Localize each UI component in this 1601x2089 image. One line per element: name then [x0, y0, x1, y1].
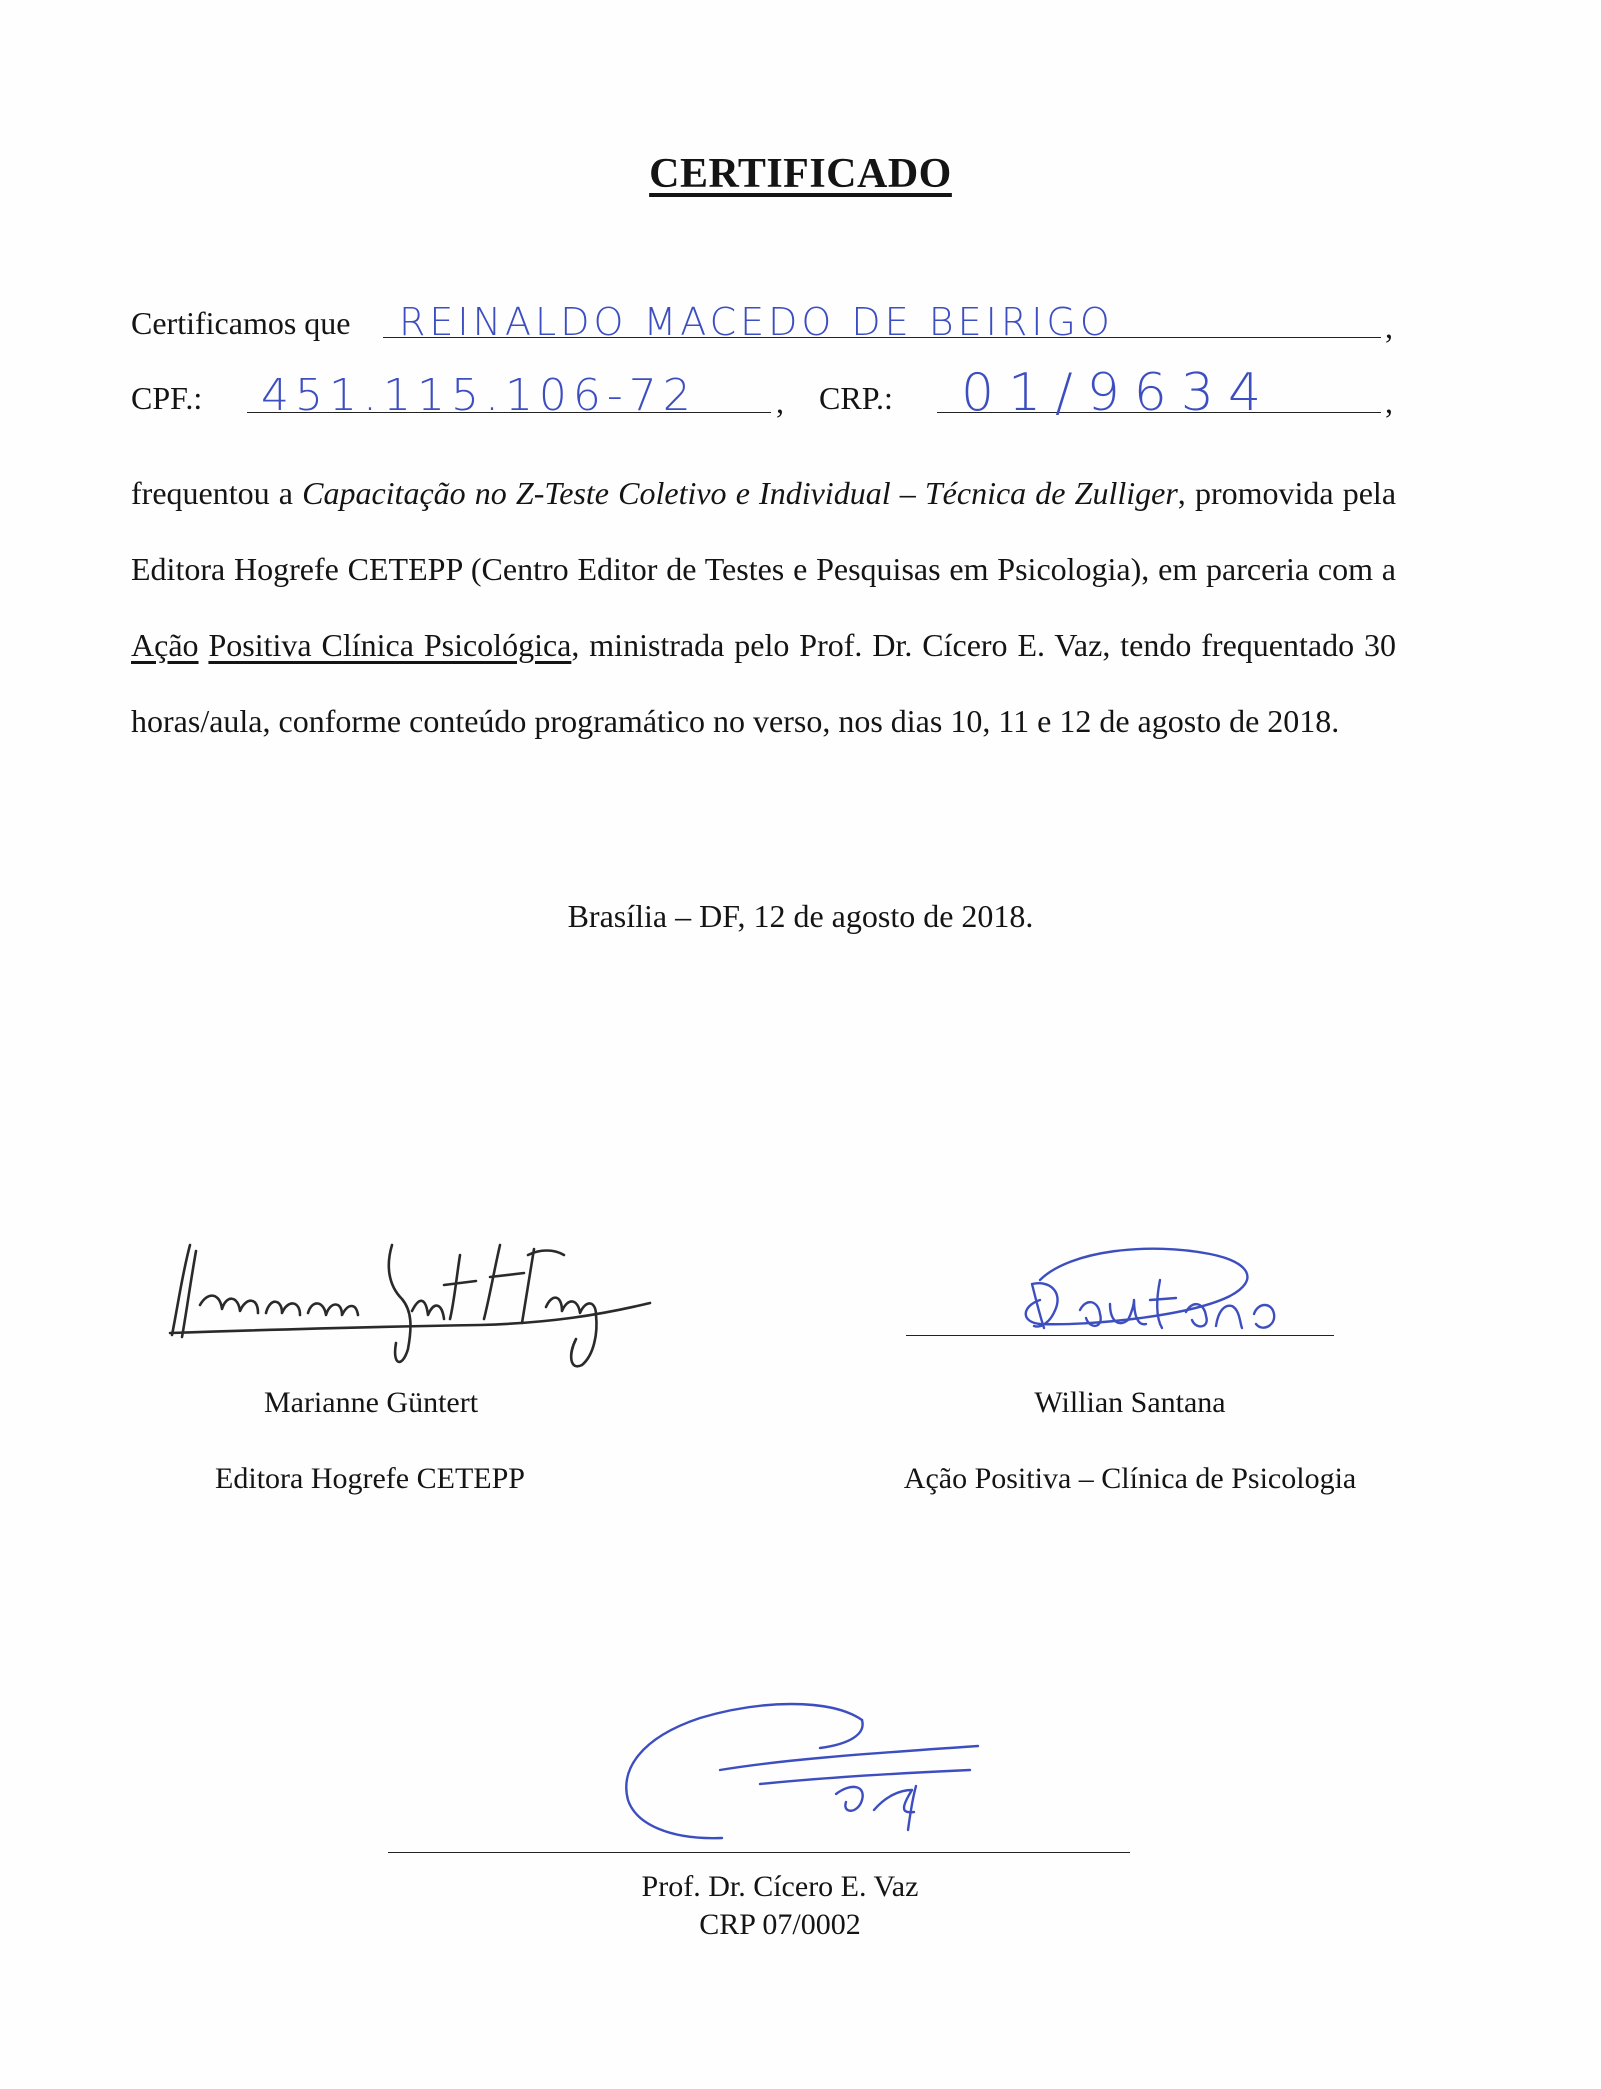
body-text-3: , ministrada pelo Prof. Dr. Cícero E. Vaz, tendo frequentado 30 horas/aula, conforme conteúdo programático no verso, nos dias 10, 11 e 12 de agosto de 2018. [131, 627, 1396, 739]
signer-left-org: Editora Hogrefe CETEPP [215, 1462, 525, 1495]
signer-right-name: Willian Santana [1034, 1386, 1226, 1419]
signer-right-org-block [880, 1460, 1380, 1498]
signature-santana [1010, 1240, 1310, 1350]
signer-right-org: Ação Positiva – Clínica de Psicologia [903, 1462, 1357, 1495]
handwritten-crp: 01/9634 [961, 363, 1276, 423]
partner-name-b: Positiva Clínica Psicológica [208, 627, 572, 663]
crp-label: CRP.: [819, 380, 893, 416]
name-comma: , [1385, 309, 1393, 345]
body-text-2: , promovida pela Editora Hogrefe CETEPP (Centro Editor de Testes e Pesquisas em Psicologia), em parceria com a [131, 475, 1397, 587]
cpf-comma: , [776, 384, 784, 420]
signature-marianne [150, 1215, 670, 1375]
course-name: Capacitação no Z-Teste Coletivo e Individual – Técnica de Zulliger [302, 475, 1178, 511]
signer-left [196, 1384, 546, 1422]
certificate-title: CERTIFICADO [649, 151, 952, 197]
handwritten-name: REINALDO MACEDO DE BEIRIGO [399, 300, 1114, 344]
signer-left-org-block [170, 1460, 570, 1498]
signature-cicero-vaz [600, 1690, 1000, 1850]
signer-right [955, 1384, 1305, 1422]
signer-left-name: Marianne Güntert [263, 1386, 479, 1419]
partner-name-a: Ação [131, 627, 199, 663]
crp-comma: , [1385, 384, 1393, 420]
cpf-label: CPF.: [131, 380, 203, 416]
certificate-body [131, 455, 1396, 759]
name-row [131, 300, 1401, 350]
signer-bottom [560, 1868, 1000, 1944]
body-text-1: frequentou a [131, 475, 303, 511]
cpf-crp-row [131, 363, 1401, 425]
signer-bottom-name: Prof. Dr. Cícero E. Vaz [641, 1870, 919, 1903]
partner-space [199, 627, 209, 663]
certify-label: Certificamos que [131, 305, 351, 341]
place-date: Brasília – DF, 12 de agosto de 2018. [567, 898, 1034, 934]
signature-line-bottom [388, 1852, 1130, 1853]
signer-bottom-crp: CRP 07/0002 [699, 1908, 861, 1941]
handwritten-cpf: 451.115.106-72 [261, 370, 697, 421]
